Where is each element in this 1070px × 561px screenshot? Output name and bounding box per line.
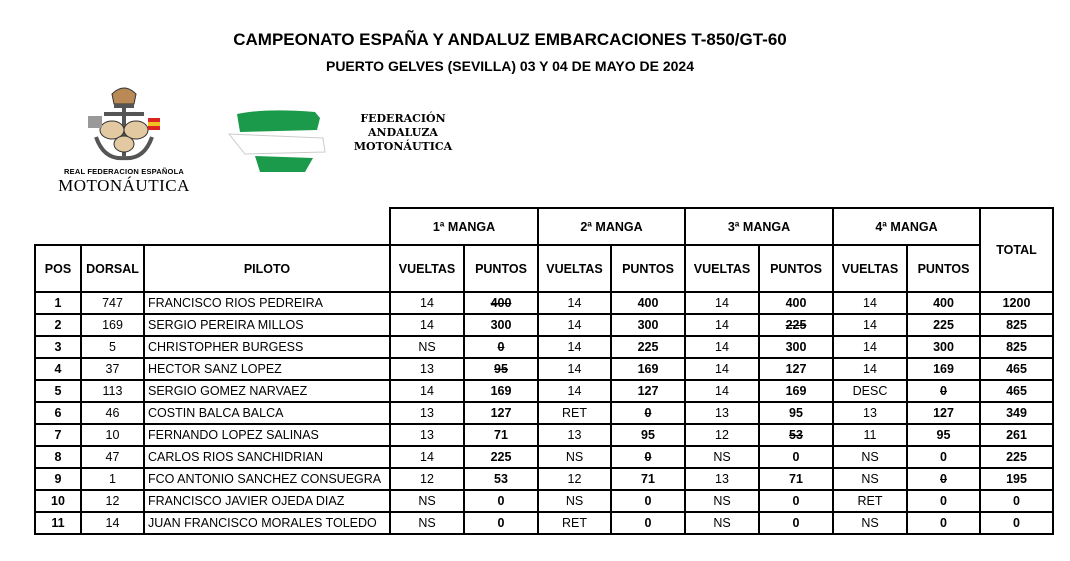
dorsal-cell: 10 xyxy=(81,424,144,446)
vueltas-cell: 13 xyxy=(685,402,759,424)
manga-4-header: 4ª MANGA xyxy=(833,208,980,245)
piloto-cell: CARLOS RIOS SANCHIDRIAN xyxy=(144,446,390,468)
total-cell: 825 xyxy=(980,336,1053,358)
vueltas-header: VUELTAS xyxy=(685,245,759,292)
vueltas-cell: NS xyxy=(833,512,907,534)
pos-cell: 4 xyxy=(35,358,81,380)
puntos-cell: 169 xyxy=(759,380,833,402)
piloto-cell: FRANCISCO RIOS PEDREIRA xyxy=(144,292,390,314)
fam-logo xyxy=(225,108,465,178)
vueltas-cell: 14 xyxy=(538,314,611,336)
puntos-cell: 71 xyxy=(464,424,538,446)
piloto-cell: COSTIN BALCA BALCA xyxy=(144,402,390,424)
manga-3-header: 3ª MANGA xyxy=(685,208,833,245)
vueltas-cell: NS xyxy=(390,490,464,512)
total-cell: 195 xyxy=(980,468,1053,490)
puntos-cell: 300 xyxy=(907,336,980,358)
vueltas-cell: 14 xyxy=(390,380,464,402)
vueltas-cell: 14 xyxy=(833,292,907,314)
dorsal-cell: 47 xyxy=(81,446,144,468)
pos-cell: 1 xyxy=(35,292,81,314)
total-cell: 0 xyxy=(980,512,1053,534)
vueltas-cell: 14 xyxy=(833,358,907,380)
vueltas-cell: 14 xyxy=(833,336,907,358)
table-row xyxy=(35,314,1053,336)
total-cell: 465 xyxy=(980,358,1053,380)
table-row xyxy=(35,402,1053,424)
table-row xyxy=(35,380,1053,402)
dorsal-cell: 37 xyxy=(81,358,144,380)
puntos-cell-discarded: 53 xyxy=(759,424,833,446)
dorsal-cell: 46 xyxy=(81,402,144,424)
rfem-logo-big-text: MOTONÁUTICA xyxy=(58,176,190,195)
vueltas-cell: 14 xyxy=(538,380,611,402)
vueltas-cell: 13 xyxy=(833,402,907,424)
table-row xyxy=(35,490,1053,512)
puntos-cell: 0 xyxy=(907,446,980,468)
vueltas-header: VUELTAS xyxy=(833,245,907,292)
dorsal-cell: 113 xyxy=(81,380,144,402)
vueltas-cell: 14 xyxy=(538,292,611,314)
vueltas-cell: 13 xyxy=(538,424,611,446)
pos-cell: 6 xyxy=(35,402,81,424)
puntos-cell: 95 xyxy=(611,424,685,446)
puntos-cell: 127 xyxy=(759,358,833,380)
andalusia-flag-map-icon xyxy=(225,108,345,178)
table-row xyxy=(35,424,1053,446)
puntos-cell: 0 xyxy=(464,490,538,512)
total-cell: 225 xyxy=(980,446,1053,468)
piloto-cell: SERGIO GOMEZ NARVAEZ xyxy=(144,380,390,402)
puntos-header: PUNTOS xyxy=(611,245,685,292)
puntos-cell-discarded: 0 xyxy=(611,446,685,468)
vueltas-cell: 11 xyxy=(833,424,907,446)
vueltas-cell: 12 xyxy=(390,468,464,490)
puntos-cell: 0 xyxy=(759,446,833,468)
vueltas-cell: 14 xyxy=(390,314,464,336)
vueltas-cell: 14 xyxy=(685,380,759,402)
vueltas-cell: 12 xyxy=(538,468,611,490)
vueltas-cell: DESC xyxy=(833,380,907,402)
vueltas-cell: 14 xyxy=(390,446,464,468)
puntos-cell-discarded: 0 xyxy=(907,468,980,490)
vueltas-cell: 14 xyxy=(538,358,611,380)
vueltas-cell: NS xyxy=(685,512,759,534)
vueltas-cell: 14 xyxy=(390,292,464,314)
vueltas-cell: RET xyxy=(538,512,611,534)
fam-line-3: MOTONÁUTICA xyxy=(353,140,453,153)
piloto-cell: FRANCISCO JAVIER OJEDA DIAZ xyxy=(144,490,390,512)
puntos-cell: 71 xyxy=(611,468,685,490)
rfem-logo-small-text: REAL FEDERACION ESPAÑOLA xyxy=(64,167,184,176)
manga-2-header: 2ª MANGA xyxy=(538,208,685,245)
dorsal-cell: 14 xyxy=(81,512,144,534)
total-cell: 825 xyxy=(980,314,1053,336)
vueltas-cell: NS xyxy=(390,512,464,534)
fam-line-1: FEDERACIÓN xyxy=(360,112,446,125)
pos-cell: 11 xyxy=(35,512,81,534)
piloto-header: PILOTO xyxy=(144,245,390,292)
table-row xyxy=(35,336,1053,358)
dorsal-cell: 169 xyxy=(81,314,144,336)
vueltas-cell: 13 xyxy=(390,424,464,446)
vueltas-cell: 14 xyxy=(685,314,759,336)
puntos-header: PUNTOS xyxy=(907,245,980,292)
vueltas-header: VUELTAS xyxy=(538,245,611,292)
dorsal-cell: 747 xyxy=(81,292,144,314)
piloto-cell: JUAN FRANCISCO MORALES TOLEDO xyxy=(144,512,390,534)
anchor-propeller-icon xyxy=(54,82,194,167)
dorsal-cell: 5 xyxy=(81,336,144,358)
total-cell: 349 xyxy=(980,402,1053,424)
document-subtitle: PUERTO GELVES (SEVILLA) 03 Y 04 DE MAYO DE 2024 xyxy=(325,58,695,74)
table-row xyxy=(35,358,1053,380)
puntos-cell: 71 xyxy=(759,468,833,490)
total-cell: 261 xyxy=(980,424,1053,446)
puntos-cell-discarded: 0 xyxy=(907,380,980,402)
rfem-logo xyxy=(54,82,194,197)
vueltas-cell: RET xyxy=(833,490,907,512)
puntos-cell-discarded: 400 xyxy=(464,292,538,314)
puntos-cell: 300 xyxy=(464,314,538,336)
puntos-cell: 127 xyxy=(907,402,980,424)
fam-line-2: ANDALUZA xyxy=(368,126,438,139)
puntos-cell: 225 xyxy=(611,336,685,358)
vueltas-cell: 14 xyxy=(833,314,907,336)
puntos-cell: 169 xyxy=(464,380,538,402)
blank-cell xyxy=(35,208,390,245)
puntos-cell-discarded: 225 xyxy=(759,314,833,336)
vueltas-cell: NS xyxy=(538,490,611,512)
piloto-cell: HECTOR SANZ LOPEZ xyxy=(144,358,390,380)
puntos-cell: 95 xyxy=(907,424,980,446)
dorsal-header: DORSAL xyxy=(81,245,144,292)
puntos-cell: 0 xyxy=(611,512,685,534)
table-row xyxy=(35,446,1053,468)
vueltas-cell: 12 xyxy=(685,424,759,446)
vueltas-cell: NS xyxy=(685,446,759,468)
vueltas-cell: 14 xyxy=(685,292,759,314)
puntos-header: PUNTOS xyxy=(464,245,538,292)
dorsal-cell: 12 xyxy=(81,490,144,512)
column-header-row xyxy=(35,245,1053,292)
puntos-cell: 0 xyxy=(907,490,980,512)
vueltas-cell: RET xyxy=(538,402,611,424)
puntos-header: PUNTOS xyxy=(759,245,833,292)
vueltas-cell: 13 xyxy=(390,402,464,424)
pos-cell: 10 xyxy=(35,490,81,512)
puntos-cell-discarded: 95 xyxy=(464,358,538,380)
vueltas-cell: NS xyxy=(390,336,464,358)
results-table xyxy=(34,207,1054,535)
total-header: TOTAL xyxy=(980,208,1053,292)
vueltas-cell: 13 xyxy=(685,468,759,490)
total-cell: 0 xyxy=(980,490,1053,512)
dorsal-cell: 1 xyxy=(81,468,144,490)
vueltas-cell: NS xyxy=(685,490,759,512)
pos-cell: 5 xyxy=(35,380,81,402)
puntos-cell: 225 xyxy=(464,446,538,468)
table-row xyxy=(35,292,1053,314)
vueltas-cell: NS xyxy=(833,468,907,490)
puntos-cell: 127 xyxy=(464,402,538,424)
document-title: CAMPEONATO ESPAÑA Y ANDALUZ EMBARCACIONES T-850/GT-60 xyxy=(233,30,787,49)
manga-1-header: 1ª MANGA xyxy=(390,208,538,245)
puntos-cell: 0 xyxy=(464,512,538,534)
puntos-cell: 0 xyxy=(907,512,980,534)
piloto-cell: SERGIO PEREIRA MILLOS xyxy=(144,314,390,336)
vueltas-cell: NS xyxy=(538,446,611,468)
puntos-cell: 400 xyxy=(907,292,980,314)
puntos-cell: 0 xyxy=(611,490,685,512)
puntos-cell: 169 xyxy=(611,358,685,380)
puntos-cell: 225 xyxy=(907,314,980,336)
vueltas-header: VUELTAS xyxy=(390,245,464,292)
puntos-cell: 0 xyxy=(759,490,833,512)
pos-cell: 8 xyxy=(35,446,81,468)
puntos-cell: 300 xyxy=(611,314,685,336)
table-row xyxy=(35,468,1053,490)
puntos-cell: 0 xyxy=(759,512,833,534)
puntos-cell: 400 xyxy=(611,292,685,314)
pos-header: POS xyxy=(35,245,81,292)
vueltas-cell: 13 xyxy=(390,358,464,380)
pos-cell: 9 xyxy=(35,468,81,490)
vueltas-cell: NS xyxy=(833,446,907,468)
table-row xyxy=(35,512,1053,534)
piloto-cell: FERNANDO LOPEZ SALINAS xyxy=(144,424,390,446)
manga-header-row xyxy=(35,208,1053,245)
pos-cell: 3 xyxy=(35,336,81,358)
piloto-cell: CHRISTOPHER BURGESS xyxy=(144,336,390,358)
vueltas-cell: 14 xyxy=(685,336,759,358)
puntos-cell: 300 xyxy=(759,336,833,358)
pos-cell: 7 xyxy=(35,424,81,446)
puntos-cell-discarded: 0 xyxy=(464,336,538,358)
piloto-cell: FCO ANTONIO SANCHEZ CONSUEGRA xyxy=(144,468,390,490)
puntos-cell-discarded: 0 xyxy=(611,402,685,424)
puntos-cell: 169 xyxy=(907,358,980,380)
puntos-cell: 53 xyxy=(464,468,538,490)
total-cell: 465 xyxy=(980,380,1053,402)
pos-cell: 2 xyxy=(35,314,81,336)
puntos-cell: 95 xyxy=(759,402,833,424)
fam-logo-text xyxy=(347,112,459,154)
puntos-cell: 127 xyxy=(611,380,685,402)
total-cell: 1200 xyxy=(980,292,1053,314)
vueltas-cell: 14 xyxy=(685,358,759,380)
vueltas-cell: 14 xyxy=(538,336,611,358)
puntos-cell: 400 xyxy=(759,292,833,314)
